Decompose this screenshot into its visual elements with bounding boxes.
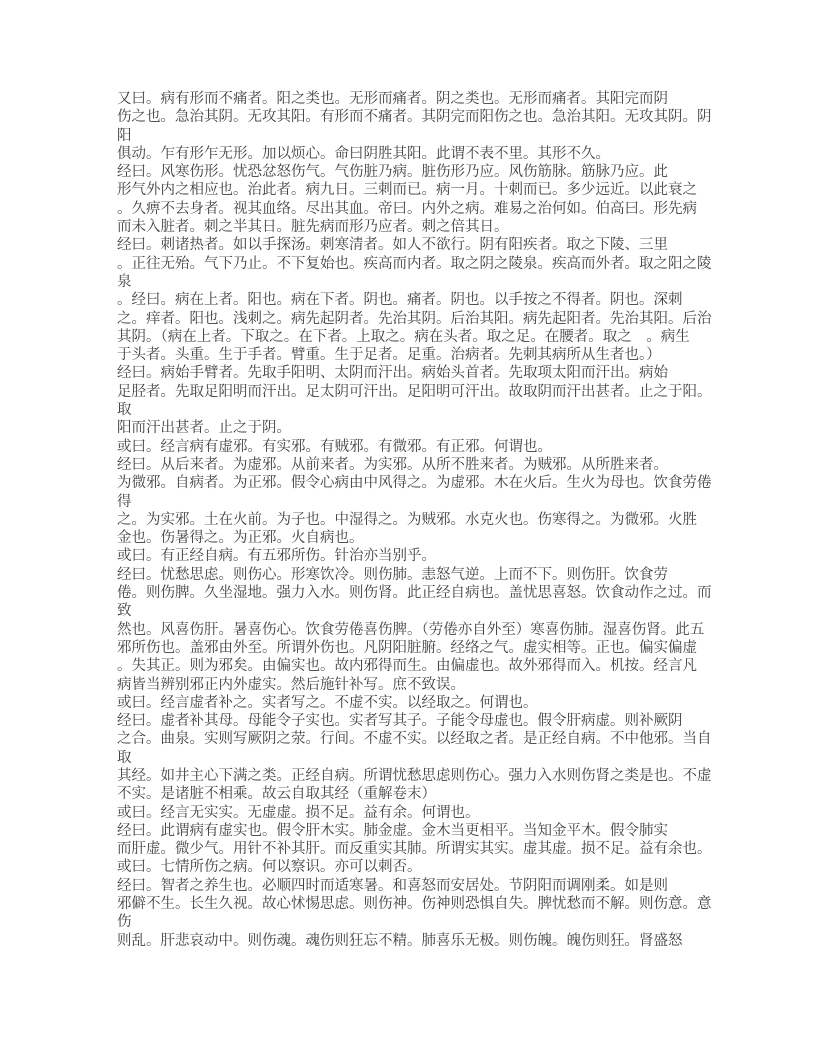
text-line: 致 xyxy=(117,603,132,620)
text-line: 取 xyxy=(117,402,132,419)
text-line: 得 xyxy=(117,493,132,510)
text-line: 俱动。乍有形乍无形。加以烦心。命曰阴胜其阳。此谓不表不里。其形不久。 xyxy=(117,145,610,162)
text-line: 其经。如井主心下满之类。正经自病。所谓忧愁思虑则伤心。强力入水则伤肾之类是也。不虚 xyxy=(117,767,712,784)
text-line: 于头者。头重。生于手者。臂重。生于足者。足重。治病者。先刺其病所从生者也。） xyxy=(117,347,661,364)
text-line: 倦。则伤脾。久坐湿地。强力入水。则伤肾。此正经自病也。盖忧思喜怒。饮食动作之过。而 xyxy=(117,585,712,602)
text-line: 经曰。此谓病有虚实也。假令肝木实。肺金虚。金木当更相平。当知金平木。假令肺实 xyxy=(117,822,668,839)
text-line: 伤 xyxy=(117,914,132,931)
text-line: 足胫者。先取足阳明而汗出。足太阴可汗出。足阳明可汗出。故取阴而汗出甚者。止之于阳。 xyxy=(117,383,712,400)
text-block xyxy=(117,90,757,950)
text-line: 。经曰。病在上者。阳也。病在下者。阴也。痛者。阴也。以手按之不得者。阴也。深刺 xyxy=(117,292,683,309)
text-line: 或曰。经言无实实。无虚虚。损不足。益有余。何谓也。 xyxy=(117,804,480,821)
text-line: 。失其正。则为邪矣。由偏实也。故内邪得而生。由偏虚也。故外邪得而入。机按。经言凡 xyxy=(117,658,697,675)
text-line: 之。为实邪。土在火前。为子也。中湿得之。为贼邪。水克火也。伤寒得之。为微邪。火胜 xyxy=(117,511,697,528)
text-line: 泉 xyxy=(117,273,132,290)
text-line: 经曰。风寒伤形。忧恐忿怒伤气。气伤脏乃病。脏伤形乃应。风伤筋脉。筋脉乃应。此 xyxy=(117,164,668,181)
text-line: 而肝虚。微少气。用针不补其肝。而反重实其肺。所谓实其实。虚其虚。损不足。益有余也。 xyxy=(117,841,712,858)
text-line: 经曰。从后来者。为虚邪。从前来者。为实邪。从所不胜来者。为贼邪。从所胜来者。 xyxy=(117,456,668,473)
text-line: 之。痒者。阳也。浅刺之。病先起阴者。先治其阴。后治其阳。病先起阳者。先治其阳。后治 xyxy=(117,310,712,327)
text-line: 形气外内之相应也。治此者。病九日。三刺而已。病一月。十刺而已。多少远近。以此衰之 xyxy=(117,182,697,199)
text-line: 病皆当辨别邪正内外虚实。然后施针补写。庶不致误。 xyxy=(117,676,465,693)
text-line: 则乱。肝悲哀动中。则伤魂。魂伤则狂忘不精。肺喜乐无极。则伤魄。魄伤则狂。肾盛怒 xyxy=(117,932,683,949)
text-line: 不实。是诸脏不相乘。故云自取其经（重解卷末） xyxy=(117,786,436,803)
text-line: 为微邪。自病者。为正邪。假令心病由中风得之。为虚邪。木在火后。生火为母也。饮食劳倦 xyxy=(117,475,712,492)
text-line: 其阴。（病在上者。下取之。在下者。上取之。病在头者。取之足。在腰者。取之 。病生 xyxy=(117,328,690,345)
text-line: 或曰。经言病有虚邪。有实邪。有贼邪。有微邪。有正邪。何谓也。 xyxy=(117,438,552,455)
text-line: 又曰。病有形而不痛者。阳之类也。无形而痛者。阴之类也。无形而痛者。其阳完而阴 xyxy=(117,91,668,107)
text-line: 经曰。忧愁思虑。则伤心。形寒饮冷。则伤肺。恚怒气逆。上而不下。则伤肝。饮食劳 xyxy=(117,566,668,583)
text-line: 然也。风喜伤肝。暑喜伤心。饮食劳倦喜伤脾。（劳倦亦自外至）寒喜伤肺。湿喜伤肾。此五 xyxy=(117,621,705,638)
text-line: 。久痹不去身者。视其血络。尽出其血。帝曰。内外之病。难易之治何如。伯高曰。形先病 xyxy=(117,200,697,217)
text-line: 而未入脏者。刺之半其日。脏先病而形乃应者。刺之倍其日。 xyxy=(117,219,509,236)
text-line: 经曰。刺诸热者。如以手探汤。刺寒清者。如人不欲行。阴有阳疾者。取之下陵、三里 xyxy=(117,237,668,254)
text-line: 或曰。有正经自病。有五邪所伤。针治亦当别乎。 xyxy=(117,548,436,565)
text-line: 金也。伤暑得之。为正邪。火自病也。 xyxy=(117,530,364,547)
text-line: 经曰。虚者补其母。母能令子实也。实者写其子。子能令母虚也。假令肝病虚。则补厥阴 xyxy=(117,713,683,730)
text-line: 经曰。病始手臂者。先取手阳明、太阴而汗出。病始头首者。先取项太阳而汗出。病始 xyxy=(117,365,668,382)
text-line: 邪僻不生。长生久视。故心怵惕思虑。则伤神。伤神则恐惧自失。脾忧愁而不解。则伤意。意 xyxy=(117,896,712,913)
text-line: 经曰。智者之养生也。必顺四时而适寒暑。和喜怒而安居处。节阴阳而调刚柔。如是则 xyxy=(117,877,668,894)
text-line: 邪所伤也。盖邪由外至。所谓外伤也。凡阴阳脏腑。经络之气。虚实相等。正也。偏实偏虚 xyxy=(117,639,697,656)
text-line: 或曰。七情所伤之病。何以察识。亦可以刺否。 xyxy=(117,859,422,876)
text-line: 阳而汗出甚者。止之于阴。 xyxy=(117,420,291,437)
text-line: 或曰。经言虚者补之。实者写之。不虚不实。以经取之。何谓也。 xyxy=(117,694,538,711)
text-line: 伤之也。急治其阴。无攻其阳。有形而不痛者。其阴完而阳伤之也。急治其阳。无攻其阴。阴 xyxy=(117,109,712,126)
text-line: 之合。曲泉。实则写厥阴之荥。行间。不虚不实。以经取之者。是正经自病。不中他邪。当自 xyxy=(117,731,712,748)
text-line: 阳 xyxy=(117,127,132,144)
text-line: 。正往无殆。气下乃止。不下复始也。疾高而内者。取之阴之陵泉。疾高而外者。取之阳之陵 xyxy=(117,255,712,272)
text-line: 取 xyxy=(117,749,132,766)
